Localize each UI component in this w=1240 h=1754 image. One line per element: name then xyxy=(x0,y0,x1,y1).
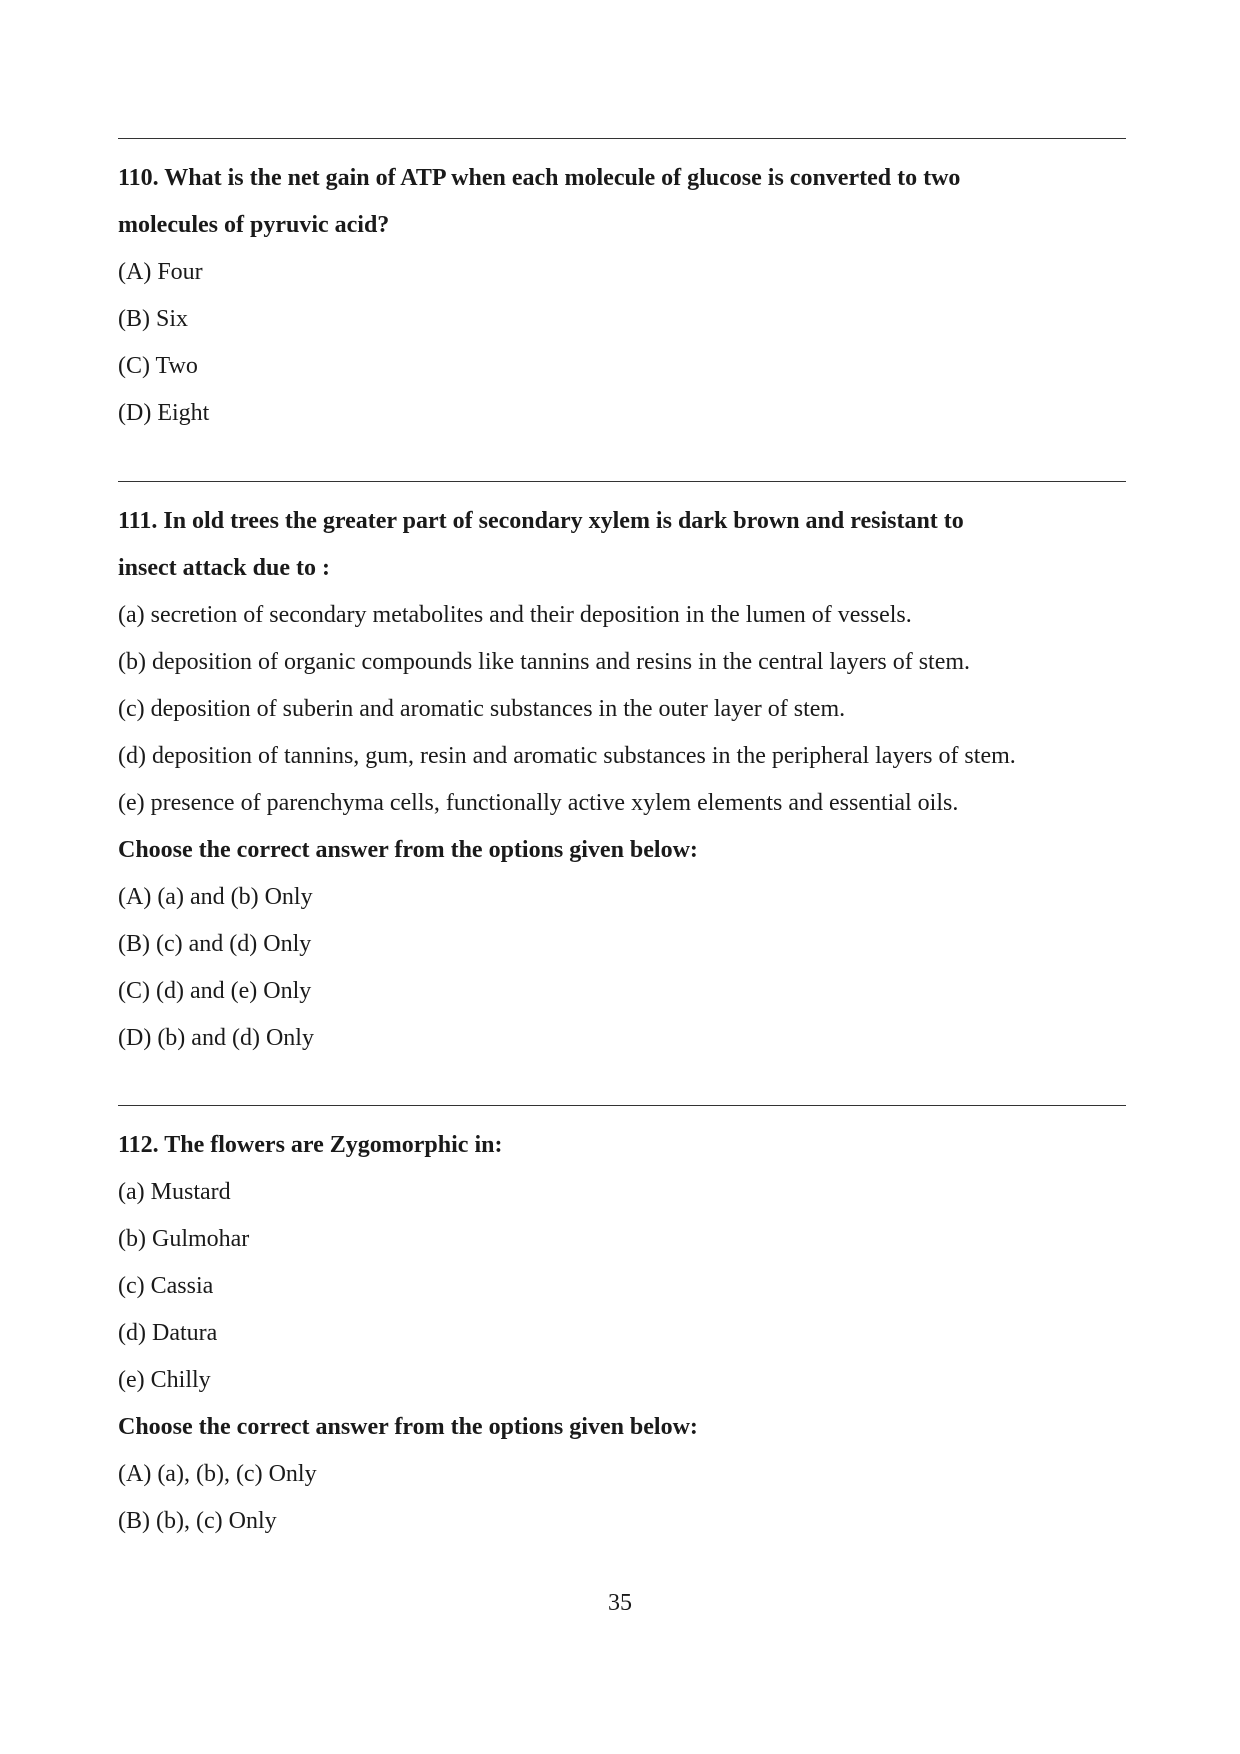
question-text-line: In old trees the greater part of secondary xylem is dark brown and resistant to xyxy=(163,508,964,534)
statement-item: (c) Cassia xyxy=(118,1273,214,1299)
instruction-text: Choose the correct answer from the options given below: xyxy=(118,1414,698,1440)
question-number: 112. xyxy=(118,1132,159,1158)
statement-item: (a) secretion of secondary metabolites and their deposition in the lumen of vessels. xyxy=(118,602,912,628)
statement-item: (a) Mustard xyxy=(118,1179,231,1205)
question-stem xyxy=(118,1122,1128,1169)
page-number: 35 xyxy=(608,1590,632,1616)
statement-item: (e) presence of parenchyma cells, functionally active xylem elements and essential oils. xyxy=(118,790,959,816)
answer-option: (B) (c) and (d) Only xyxy=(118,931,312,957)
answer-option: (D) Eight xyxy=(118,400,210,426)
answer-option: (A) (a), (b), (c) Only xyxy=(118,1461,317,1487)
answer-option: (C) Two xyxy=(118,353,198,379)
answer-option: (D) (b) and (d) Only xyxy=(118,1025,314,1051)
question-stem xyxy=(118,155,1128,202)
answer-option: (B) (b), (c) Only xyxy=(118,1508,277,1534)
question-text-line: molecules of pyruvic acid? xyxy=(118,212,390,238)
question-divider xyxy=(118,138,1126,139)
question-number: 110. xyxy=(118,165,159,191)
answer-option: (A) (a) and (b) Only xyxy=(118,884,313,910)
question-110 xyxy=(118,155,1128,437)
statement-item: (b) deposition of organic compounds like tannins and resins in the central layers of stem. xyxy=(118,649,971,675)
statement-item: (b) Gulmohar xyxy=(118,1226,250,1252)
question-111 xyxy=(118,498,1128,1062)
question-divider xyxy=(118,1105,1126,1106)
statement-item: (e) Chilly xyxy=(118,1367,211,1393)
statement-item: (c) deposition of suberin and aromatic substances in the outer layer of stem. xyxy=(118,696,846,722)
statement-item: (d) Datura xyxy=(118,1320,218,1346)
question-number: 111. xyxy=(118,508,158,534)
question-stem xyxy=(118,498,1128,545)
question-divider xyxy=(118,481,1126,482)
question-text-line: What is the net gain of ATP when each molecule of glucose is converted to two xyxy=(164,165,961,191)
statement-item: (d) deposition of tannins, gum, resin and aromatic substances in the peripheral layers of stem. xyxy=(118,743,1016,769)
question-text-line: The flowers are Zygomorphic in: xyxy=(164,1132,503,1158)
question-112 xyxy=(118,1122,1128,1545)
question-text-line: insect attack due to : xyxy=(118,555,330,581)
instruction-text: Choose the correct answer from the options given below: xyxy=(118,837,698,863)
answer-option: (B) Six xyxy=(118,306,189,332)
answer-option: (C) (d) and (e) Only xyxy=(118,978,312,1004)
answer-option: (A) Four xyxy=(118,259,203,285)
